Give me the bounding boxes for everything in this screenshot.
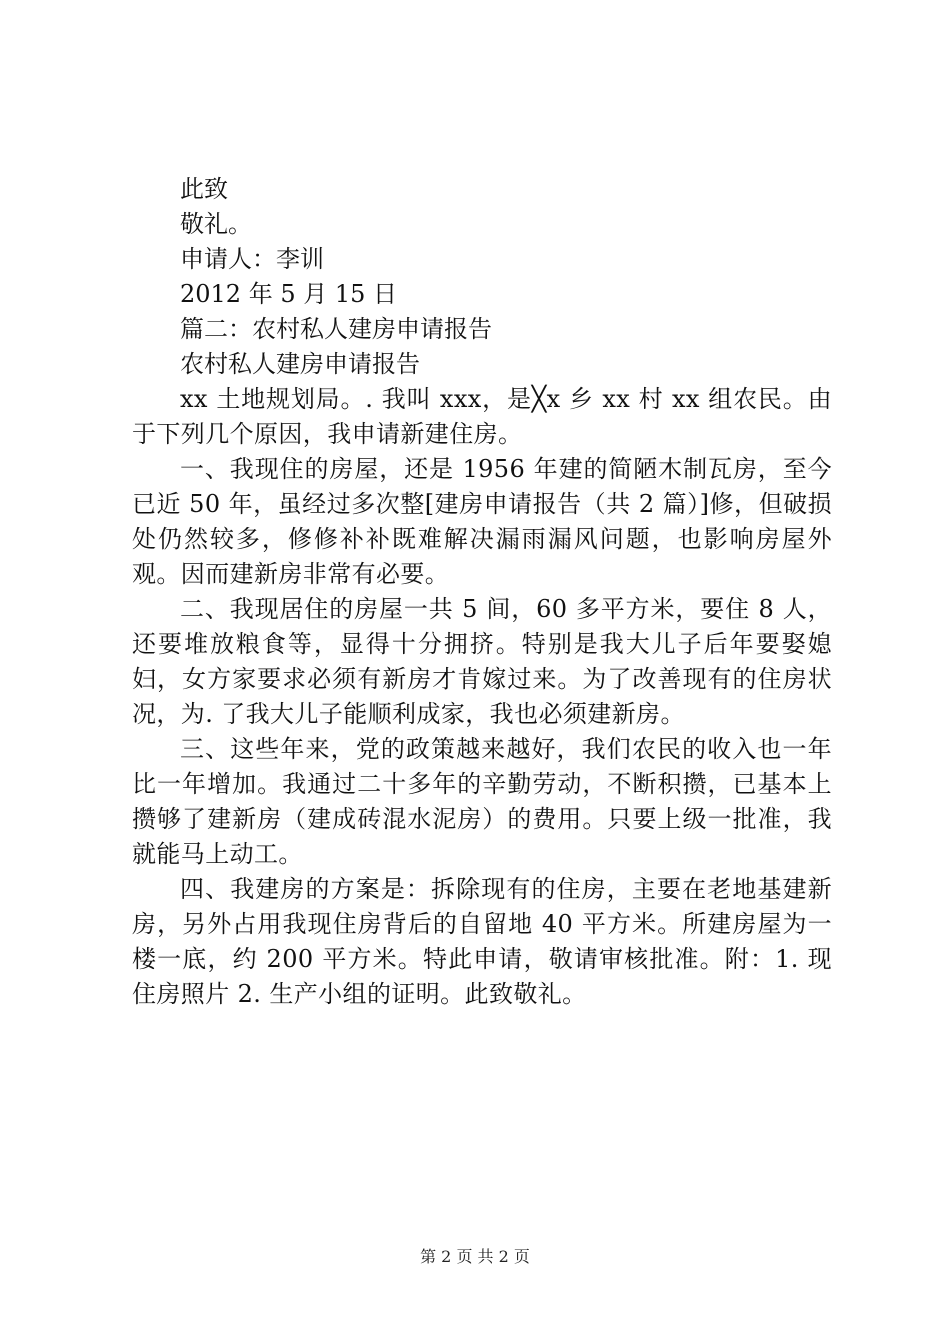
- plan-paragraph: 四、我建房的方案是：拆除现有的住房，主要在老地基建新房，另外占用我现住房背后的自留地 40 平方米。所建房屋为一楼一底，约 200 平方米。特此申请，敬请审核批准。附：1. 现住房照片 2. 生产小组的证明。此致敬礼。: [132, 875, 832, 1008]
- application-date: 2012 年 5 月 15 日: [180, 280, 398, 308]
- closing-regards: 敬礼。: [180, 210, 252, 238]
- closing-salutation: 此致: [180, 175, 228, 203]
- intro-paragraph: xx 土地规划局。. 我叫 xxx，是╳x 乡 xx 村 xx 组农民。由于下列几个原因，我申请新建住房。: [132, 385, 832, 448]
- document-title: 农村私人建房申请报告: [180, 350, 420, 378]
- applicant-signature: 申请人：李训: [180, 245, 324, 273]
- section-heading: 篇二：农村私人建房申请报告: [180, 315, 492, 343]
- reason-paragraph-1: 一、我现住的房屋，还是 1956 年建的简陋木制瓦房，至今已近 50 年，虽经过多次整[建房申请报告（共 2 篇）]修，但破损处仍然较多，修修补补既难解决漏雨漏风问题，也影响房屋外观。因而建新房非常有必要。: [132, 455, 832, 588]
- document-body: [132, 172, 832, 1012]
- reason-paragraph-3: 三、这些年来，党的政策越来越好，我们农民的收入也一年比一年增加。我通过二十多年的辛勤劳动，不断积攒，已基本上攒够了建新房（建成砖混水泥房）的费用。只要上级一批准，我就能马上动工。: [132, 735, 832, 868]
- reason-paragraph-2: 二、我现居住的房屋一共 5 间，60 多平方米，要住 8 人，还要堆放粮食等，显得十分拥挤。特别是我大儿子后年要娶媳妇，女方家要求必须有新房才肯嫁过来。为了改善现有的住房状况，为. 了我大儿子能顺利成家，我也必须建新房。: [132, 595, 832, 728]
- page-footer: 第 2 页 共 2 页: [420, 1247, 530, 1266]
